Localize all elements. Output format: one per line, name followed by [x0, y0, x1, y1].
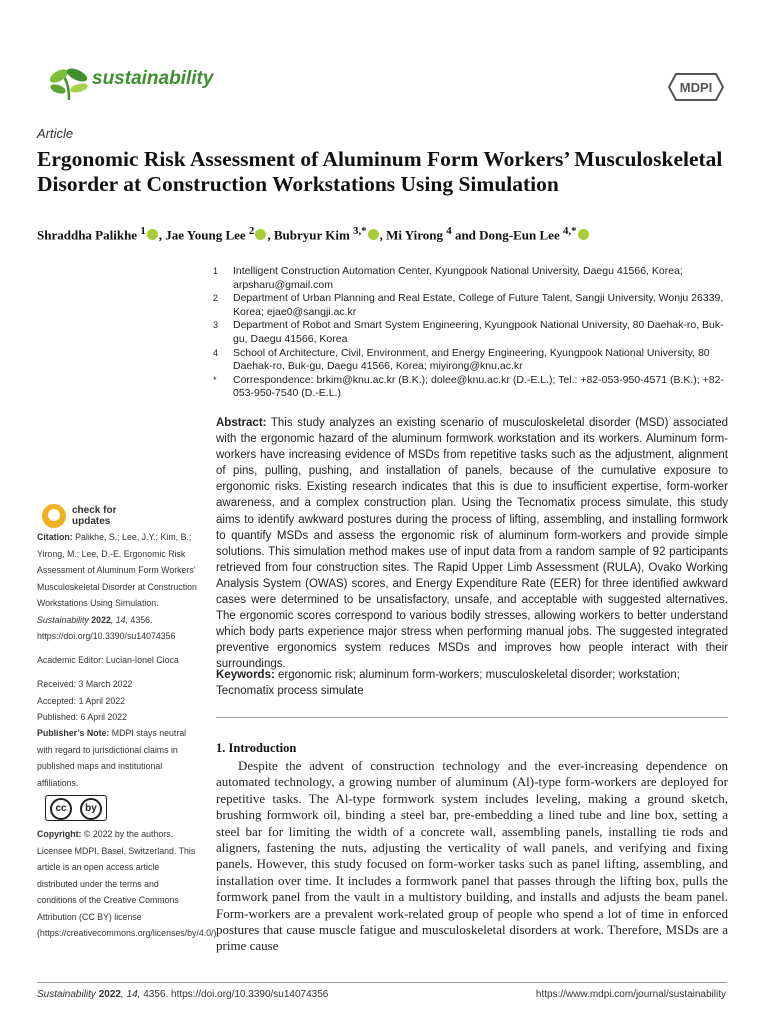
orcid-icon[interactable]: [578, 229, 589, 240]
affiliation-1: 1 Intelligent Construction Automation Center, Kyungpook National University, Daegu 41566, Korea; arpsharu@gmail.com: [213, 265, 683, 291]
cc-icon: cc: [50, 798, 72, 820]
check-updates-icon: [42, 504, 66, 528]
author-name-4: Mi Yirong: [386, 227, 444, 243]
footer-citation: Sustainability 2022, 14, 4356. https://doi.org/10.3390/su14074356: [37, 989, 329, 1000]
orcid-icon[interactable]: [368, 229, 379, 240]
check-for-updates-badge[interactable]: check for updates: [42, 502, 192, 530]
introduction-paragraph: Despite the advent of construction technology and the ever-increasing dependence on automated technology, a growing number of aluminum (Al)-type form-workers are deployed for repetitive tasks. The Al-type formwork system includes leveling, making a ground sketch, brushing formwork oil, binding a steel bar, pre-embedding a lined tube and line box, setting a steel bar for limiting the width of a concrete wall, assembling panels, installing tie rods and aligners, fastening the nuts, adjusting the verticality of wall panels, and verifying and fixing panels. However, this study focused on form-worker tasks such as panel lifting, assembling, and installation over time. It includes a formwork panel that passes through the lifting box, pulls the formwork panel from the vault in a multistory building, and installs and adjusts the beam panel. Form-workers are a prevalent work-related group of people who spend a lot of time in enforced postures that cause muscle fatigue and musculoskeletal disorders at work. Therefore, MSDs are a prime cause: [216, 758, 728, 954]
author-sup-3: 3,*: [353, 225, 367, 237]
keywords-label: Keywords:: [216, 669, 275, 681]
orcid-icon[interactable]: [147, 229, 158, 240]
received-date: Received: 3 March 2022: [37, 679, 133, 689]
author-list: Shraddha Palikhe $^1$ , Jae Young Lee $^2$ , Bubryur Kim $^{3,*}$ , Mi Yirong $^4$ and Dong-Eun Lee $^{4,*}$: [37, 225, 737, 243]
academic-editor: Academic Editor: Lucian-Ionel Cioca: [37, 655, 179, 665]
introduction-heading: 1. Introduction: [216, 741, 297, 755]
abstract: [216, 415, 728, 673]
footer-divider: [37, 982, 727, 983]
orcid-icon[interactable]: [255, 229, 266, 240]
sustainability-leaf-logo-icon: [48, 66, 90, 102]
journal-name: sustainability: [92, 68, 214, 89]
keywords-text: ergonomic risk; aluminum form-workers; musculoskeletal disorder; workstation; Tecnomatix process simulate: [216, 669, 680, 697]
author-name-2: Jae Young Lee: [165, 227, 246, 243]
cc-by-license-badge[interactable]: [45, 795, 107, 821]
citation: Citation: Palikhe, S.; Lee, J.Y.; Kim, B.; Yirong, M.; Lee, D.-E. Ergonomic Risk Assessment of Aluminum Form Workers’ Musculoskeletal Disorder at Construction Workstations Using Simulation. Sustainability 2022, 14, 4356. https://doi.org/10.3390/su14074356: [37, 532, 197, 641]
mdpi-logo-icon: [668, 72, 724, 102]
author-sup-4: 4: [446, 225, 452, 237]
article-title: Ergonomic Risk Assessment of Aluminum Form Workers’ Musculoskeletal Disorder at Construction Workstations Using Simulation: [37, 147, 723, 196]
abstract-label: Abstract:: [216, 417, 267, 429]
affiliation-4: 4 School of Architecture, Civil, Environment, and Energy Engineering, Kyungpook National University, 80 Daehak-ro, Buk-gu, Daegu 41566, Korea; miyirong@knu.ac.kr: [213, 346, 710, 373]
author-name-1: Shraddha Palikhe: [37, 227, 138, 243]
publication-dates: [37, 676, 197, 726]
journal-url-link[interactable]: https://www.mdpi.com/journal/sustainability: [535, 989, 726, 1000]
correspondence: * Correspondence: brkim@knu.ac.kr (B.K.); dolee@knu.ac.kr (D.-E.L.); Tel.: +82-053-950-4571 (B.K.); +82-053-950-7540 (D.-E.L.): [213, 373, 724, 400]
affiliation-2: 2 Department of Urban Planning and Real Estate, College of Future Talent, Sangji University, Wonju 26339, Korea; ejae0@sangji.ac.kr: [213, 292, 724, 318]
author-name-5: Dong-Eun Lee: [479, 227, 560, 243]
by-icon: by: [80, 798, 102, 820]
copyright: Copyright: © 2022 by the authors. Licensee MDPI, Basel, Switzerland. This article is an open access article distributed under the terms and conditions of the Creative Commons Attribution (CC BY) license (https://creativecommons.org/licenses/by/4.0/).: [37, 829, 219, 938]
mdpi-logo-text: MDPI: [679, 80, 713, 95]
section-divider: [216, 717, 728, 718]
published-date: Published: 6 April 2022: [37, 712, 127, 722]
author-sup-1: 1: [140, 225, 146, 237]
author-sup-5: 4,*: [562, 225, 577, 237]
author-sup-2: 2: [248, 225, 255, 237]
accepted-date: Accepted: 1 April 2022: [37, 695, 126, 706]
publishers-note: Publisher’s Note: MDPI stays neutral with regard to jurisdictional claims in published maps and institutional affiliations.: [37, 728, 187, 788]
affiliation-3: 3 Department of Robot and Smart System Engineering, Kyungpook National University, 80 Daehak-ro, Buk-gu, Daegu 41566, Korea: [213, 319, 724, 345]
abstract-text: This study analyzes an existing scenario of musculoskeletal disorder (MSD) associated with the ergonomic hazard of the aluminum formwork workstation and its workers. Aluminum form-workers have increasing evidence of MSDs from repetitive tasks such as the adjustment, alignment of pins, pulling, pushing, and installation of panels, because of the cumulative exposure to ergonomic risks. Existing research indicates that this is due to insufficient expertise, form-worker awareness, and a complex construction plan. Using the Tecnomatix process simulate, this study aims to identify awkward postures during the process of lifting, assembling, and installing formwork to quantify MSDs and assess the ergonomic risk of aluminum form-workers and provide simple solutions. This simulation method makes use of input data from a random sample of 92 participants retrieved from four construction sites. The Rapid Upper Limb Assessment (RULA), Ovako Working Analysis System (OWAS) scores, and Energy Expenditure Rate (EER) for three identified awkward cases were determined to be unsatisfactory, unsafe, and acceptable with suggested alternatives. The ergonomic scores correspond to various bodily stresses, allowing workers to better understand which body parts experience major stress when performing manual jobs. The suggested integrated preventive ergonomics system reduces MSDs and improves how people interact with their surroundings.: [216, 417, 728, 671]
affiliations: [213, 265, 733, 401]
article-type: Article: [37, 126, 74, 141]
keywords: [216, 667, 728, 699]
author-name-3: Bubryur Kim: [273, 227, 350, 243]
